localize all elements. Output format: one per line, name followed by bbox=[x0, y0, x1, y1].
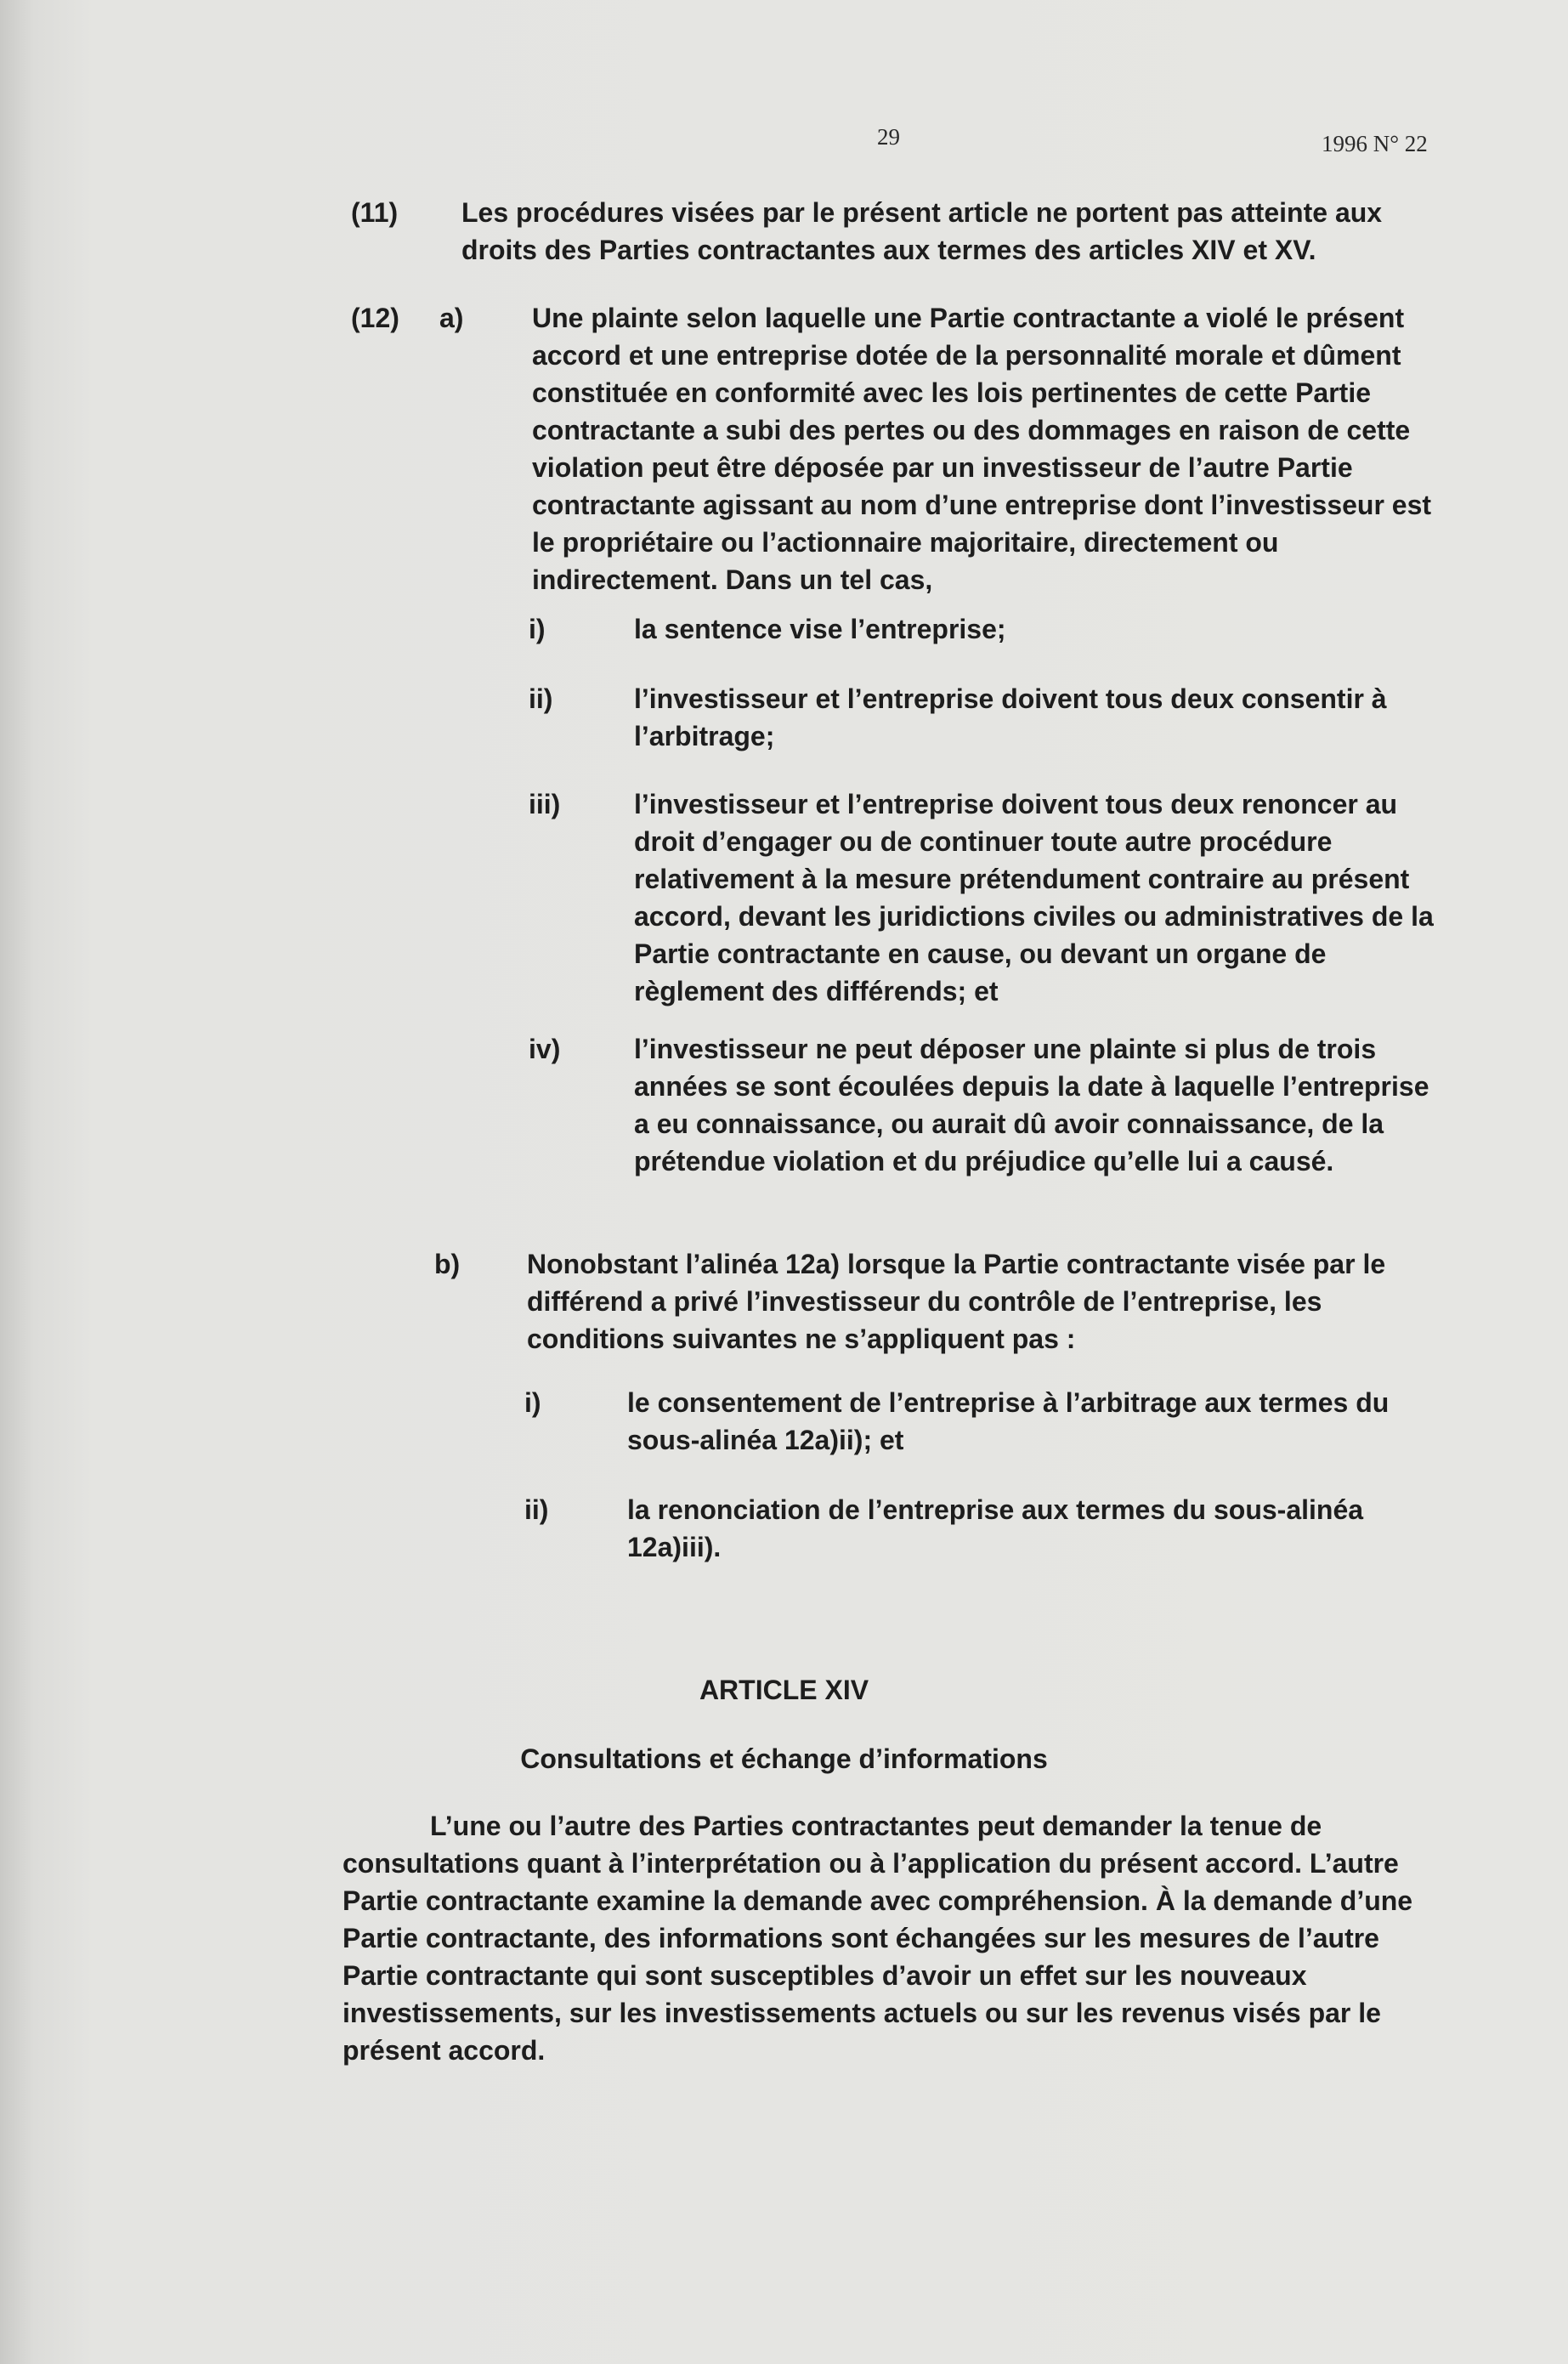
item-text: l’investisseur et l’entreprise doivent tous deux renoncer au droit d’engager ou de continuer toute autre procédure relativement à la mesure prétendument contraire au présent accord, devant les juridictions civiles ou administratives de la Partie contractante en cause, ou devant un organe de règlement des différends; et bbox=[634, 789, 1434, 1006]
page-number: 29 bbox=[877, 124, 900, 150]
paragraph-number: (12) bbox=[351, 303, 399, 333]
document-reference: 1996 N° 22 bbox=[1322, 131, 1428, 156]
subparagraph-label: a) bbox=[439, 303, 464, 333]
item-text: l’investisseur et l’entreprise doivent tous deux consentir à l’arbitrage; bbox=[634, 683, 1387, 751]
item-label: iii) bbox=[529, 789, 561, 819]
subparagraph-b-text: Nonobstant l’alinéa 12a) lorsque la Partie contractante visée par le différend a privé l’investisseur du contrôle de l’entreprise, les conditions suivantes ne s’appliquent pas : bbox=[527, 1249, 1386, 1354]
item-label: i) bbox=[529, 614, 546, 644]
subparagraph-a-text: Une plainte selon laquelle une Partie contractante a violé le présent accord et une entreprise dotée de la personnalité morale et dûment constituée en conformité avec les lois pertinentes de cette Partie contractante a subi des pertes ou des dommages en raison de cette violation peut être déposée par un investisseur de l’autre Partie contractante agissant au nom d’une entreprise dont l’investisseur est le propriétaire ou l’actionnaire majoritaire, directement ou indirectement. Dans un tel cas, bbox=[532, 303, 1432, 595]
item-text: la renonciation de l’entreprise aux termes du sous-alinéa 12a)iii). bbox=[627, 1494, 1364, 1562]
paragraph-text: Les procédures visées par le présent article ne portent pas atteinte aux droits des Parties contractantes aux termes des articles XIV et XV. bbox=[461, 197, 1383, 265]
item-label: ii) bbox=[524, 1494, 549, 1525]
item-label: i) bbox=[524, 1387, 541, 1418]
item-text: l’investisseur ne peut déposer une plainte si plus de trois années se sont écoulées depuis la date à laquelle l’entreprise a eu connaissance, ou aurait dû avoir connaissance, de la prétendue violation et du préjudice qu’elle lui a causé. bbox=[634, 1034, 1429, 1176]
item-label: ii) bbox=[529, 683, 553, 714]
paragraph-number: (11) bbox=[351, 197, 399, 228]
subparagraph-label: b) bbox=[434, 1249, 461, 1279]
article-text: L’une ou l’autre des Parties contractantes peut demander la tenue de consultations quant à l’interprétation ou à l’application du présent accord. L’autre Partie contractante examine la demande avec compréhension. À la demande d’une Partie contractante, des informations sont échangées sur les mesures de l’autre Partie contractante qui sont susceptibles d’avoir un effet sur les nouveaux investissements, sur les investissements actuels ou sur les revenus visés par le présent accord. bbox=[342, 1811, 1413, 2066]
item-label: iv) bbox=[529, 1034, 561, 1064]
article-subheading: Consultations et échange d’informations bbox=[520, 1743, 1048, 1774]
article-heading: ARTICLE XIV bbox=[699, 1675, 869, 1705]
item-text: le consentement de l’entreprise à l’arbitrage aux termes du sous-alinéa 12a)ii); et bbox=[627, 1387, 1390, 1455]
item-text: la sentence vise l’entreprise; bbox=[634, 614, 1006, 644]
page-header bbox=[0, 124, 1568, 158]
